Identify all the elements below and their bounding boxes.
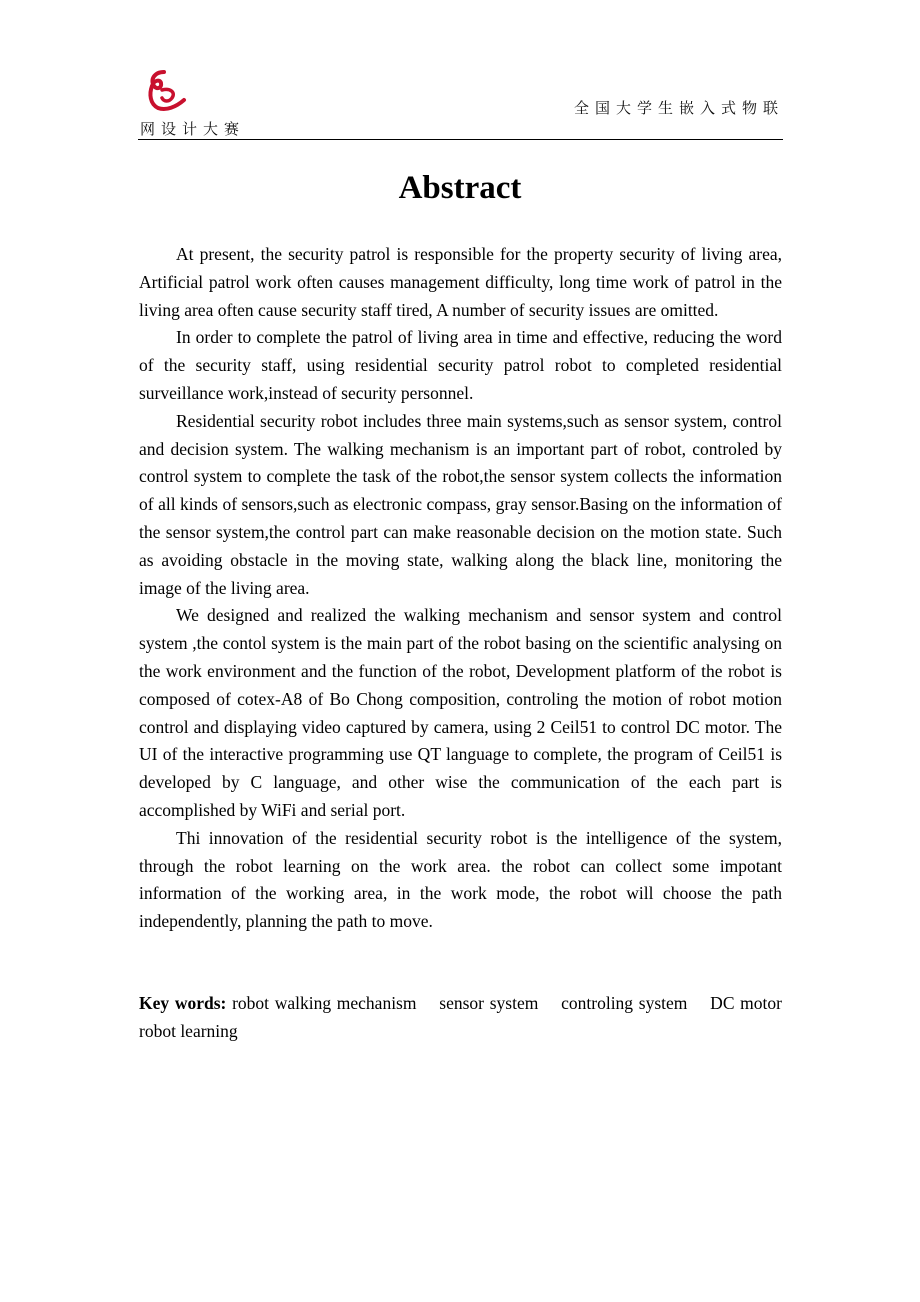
abstract-body [139,241,782,936]
header-org-text-left: 网设计大赛 [140,120,246,138]
keywords-label: Key words: [139,993,227,1013]
abstract-paragraph: Thi innovation of the residential security robot is the intelligence of the system, through the robot learning on the work area. the robot can collect some impotant information of the working area, in the work mode, the robot will choose the path independently, planning the path to move. [139,827,782,932]
abstract-paragraph: We designed and realized the walking mechanism and sensor system and control system ,the contol system is the main part of the robot basing on the scientific analysing on the work environment and the function of the robot, Development platform of the robot is composed of cotex-A8 of Bo Chong composition, controling the motion of robot motion control and displaying video captured by camera, using 2 Ceil51 to control DC motor. The UI of the interactive programming use QT language to complete, the program of Ceil51 is developed by C language, and other wise the communication of the each part is accomplished by WiFi and serial port. [139,605,782,820]
header-org-text-right: 全国大学生嵌入式物联 [573,99,784,117]
keywords-line [139,990,787,1046]
page-title: Abstract [398,170,522,206]
header-divider [138,139,783,140]
abstract-paragraph: In order to complete the patrol of living area in time and effective, reducing the word of the security staff, using residential security patrol robot to completed residential surveillance work,instead of security personnel. [139,327,782,403]
competition-logo-icon [142,66,190,114]
abstract-paragraph: Residential security robot includes three main systems,such as sensor system, control and decision system. The walking mechanism is an important part of robot, controled by control system to complete the task of the robot,the sensor system collects the information of all kinds of sensors,such as electronic compass, gray sensor.Basing on the information of the sensor system,the control part can make reasonable decision on the motion state. Such as avoiding obstacle in the moving state, walking along the black line, monitoring the image of the living area. [139,410,782,598]
keywords-text: robot walking mechanism sensor system controling system DC motor robot learning [139,993,787,1041]
abstract-paragraph: At present, the security patrol is responsible for the property security of living area, Artificial patrol work often causes management difficulty, long time work of patrol in the living area often cause security staff tired, A number of security issues are omitted. [139,244,782,320]
